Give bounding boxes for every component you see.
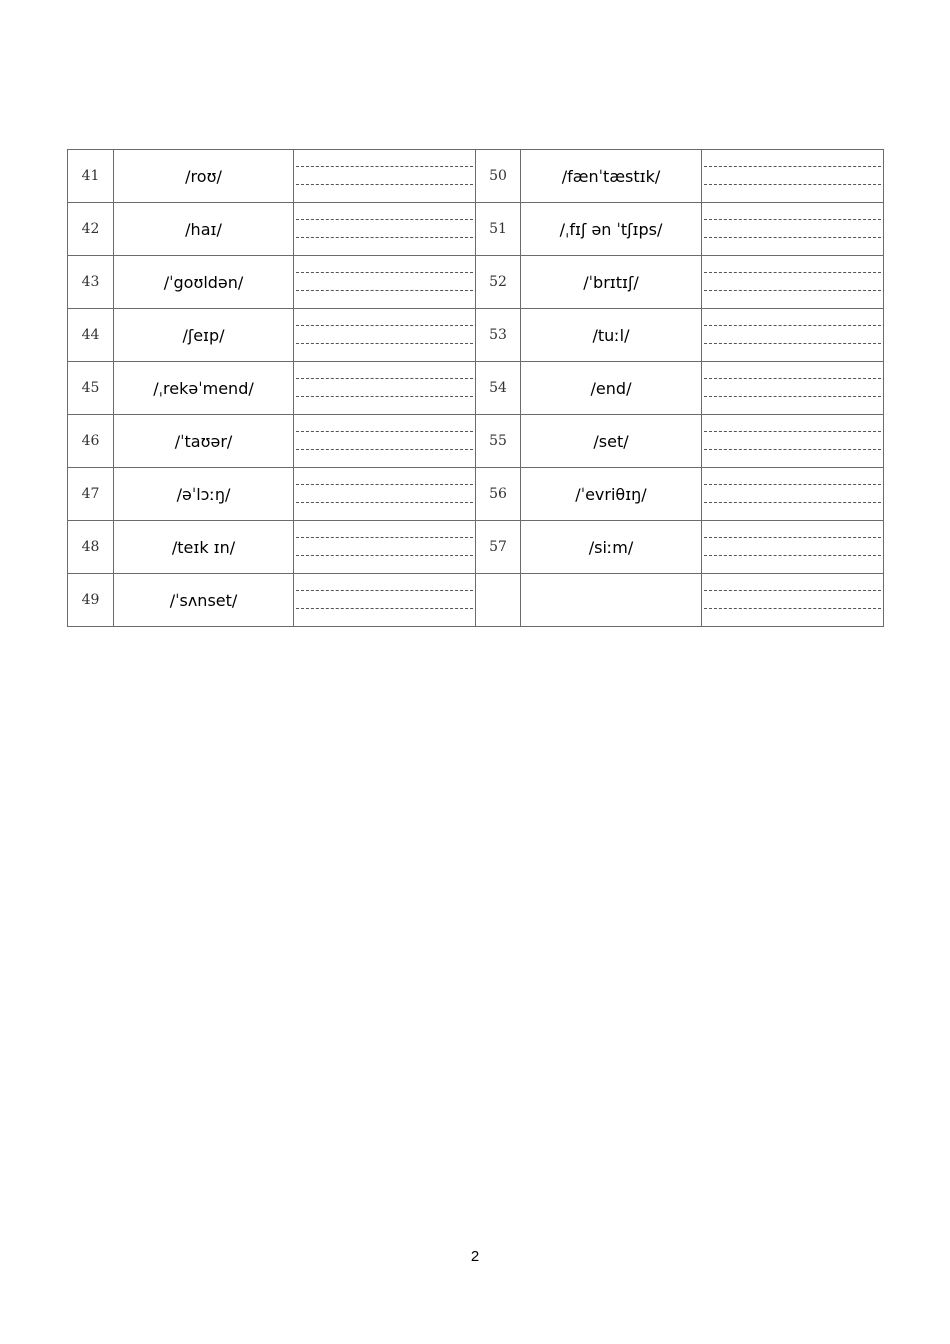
dashed-guide-line bbox=[704, 502, 881, 503]
dashed-guide-line bbox=[296, 219, 473, 220]
dashed-guide-line bbox=[296, 184, 473, 185]
dashed-guide-line bbox=[296, 449, 473, 450]
item-number: 45 bbox=[68, 362, 114, 415]
phonetic-transcription: /ˌrekəˈmend/ bbox=[114, 362, 294, 415]
dashed-guide-line bbox=[704, 431, 881, 432]
table-row bbox=[68, 415, 884, 468]
dashed-guide-line bbox=[296, 502, 473, 503]
item-number: 51 bbox=[476, 203, 521, 256]
dashed-guide-line bbox=[296, 590, 473, 591]
phonetic-transcription: /tuːl/ bbox=[521, 309, 702, 362]
table-row bbox=[68, 574, 884, 627]
item-number: 44 bbox=[68, 309, 114, 362]
phonetic-transcription: /ˈtaʊər/ bbox=[114, 415, 294, 468]
dashed-guide-line bbox=[296, 166, 473, 167]
answer-writing-area[interactable] bbox=[294, 574, 476, 627]
item-number: 43 bbox=[68, 256, 114, 309]
dashed-guide-line bbox=[704, 272, 881, 273]
item-number: 56 bbox=[476, 468, 521, 521]
item-number: 47 bbox=[68, 468, 114, 521]
dashed-guide-line bbox=[704, 449, 881, 450]
dashed-guide-line bbox=[704, 290, 881, 291]
item-number: 57 bbox=[476, 521, 521, 574]
dashed-guide-line bbox=[704, 343, 881, 344]
table-row bbox=[68, 468, 884, 521]
phonetic-transcription: /ˈsʌnset/ bbox=[114, 574, 294, 627]
answer-writing-area[interactable] bbox=[702, 468, 884, 521]
answer-writing-area[interactable] bbox=[294, 468, 476, 521]
dashed-guide-line bbox=[704, 325, 881, 326]
item-number: 52 bbox=[476, 256, 521, 309]
dashed-guide-line bbox=[296, 555, 473, 556]
answer-writing-area[interactable] bbox=[702, 362, 884, 415]
phonetic-transcription: /haɪ/ bbox=[114, 203, 294, 256]
answer-writing-area[interactable] bbox=[294, 362, 476, 415]
table-body bbox=[68, 150, 884, 627]
item-number: 49 bbox=[68, 574, 114, 627]
dashed-guide-line bbox=[704, 590, 881, 591]
dashed-guide-line bbox=[296, 325, 473, 326]
answer-writing-area[interactable] bbox=[294, 150, 476, 203]
table-row bbox=[68, 203, 884, 256]
item-number: 41 bbox=[68, 150, 114, 203]
phonetic-transcription: /ˌfɪʃ ən ˈtʃɪps/ bbox=[521, 203, 702, 256]
dashed-guide-line bbox=[704, 219, 881, 220]
phonetic-transcription bbox=[521, 574, 702, 627]
answer-writing-area[interactable] bbox=[702, 521, 884, 574]
table-row bbox=[68, 521, 884, 574]
answer-writing-area[interactable] bbox=[294, 521, 476, 574]
dashed-guide-line bbox=[296, 537, 473, 538]
item-number bbox=[476, 574, 521, 627]
phonetic-transcription: /ˈevriθɪŋ/ bbox=[521, 468, 702, 521]
dashed-guide-line bbox=[296, 608, 473, 609]
dashed-guide-line bbox=[704, 166, 881, 167]
dashed-guide-line bbox=[704, 396, 881, 397]
item-number: 42 bbox=[68, 203, 114, 256]
item-number: 55 bbox=[476, 415, 521, 468]
dashed-guide-line bbox=[296, 343, 473, 344]
answer-writing-area[interactable] bbox=[702, 309, 884, 362]
item-number: 53 bbox=[476, 309, 521, 362]
phonetic-transcription: /end/ bbox=[521, 362, 702, 415]
page-number: 2 bbox=[470, 1248, 480, 1265]
table-row bbox=[68, 309, 884, 362]
phonetic-transcription: /fænˈtæstɪk/ bbox=[521, 150, 702, 203]
dashed-guide-line bbox=[296, 237, 473, 238]
answer-writing-area[interactable] bbox=[702, 574, 884, 627]
dashed-guide-line bbox=[704, 378, 881, 379]
phonetic-transcription: /set/ bbox=[521, 415, 702, 468]
item-number: 46 bbox=[68, 415, 114, 468]
dashed-guide-line bbox=[296, 431, 473, 432]
phonetic-transcription: /ˈbrɪtɪʃ/ bbox=[521, 256, 702, 309]
answer-writing-area[interactable] bbox=[294, 203, 476, 256]
phonetic-transcription: /ˈgoʊldən/ bbox=[114, 256, 294, 309]
answer-writing-area[interactable] bbox=[294, 309, 476, 362]
dashed-guide-line bbox=[704, 608, 881, 609]
dashed-guide-line bbox=[296, 378, 473, 379]
dashed-guide-line bbox=[296, 272, 473, 273]
phonetic-transcription: /əˈlɔːŋ/ bbox=[114, 468, 294, 521]
phonetic-transcription: /ʃeɪp/ bbox=[114, 309, 294, 362]
dashed-guide-line bbox=[704, 555, 881, 556]
dashed-guide-line bbox=[296, 396, 473, 397]
item-number: 54 bbox=[476, 362, 521, 415]
dashed-guide-line bbox=[704, 184, 881, 185]
answer-writing-area[interactable] bbox=[294, 256, 476, 309]
answer-writing-area[interactable] bbox=[702, 203, 884, 256]
answer-writing-area[interactable] bbox=[702, 415, 884, 468]
phonetic-transcription: /teɪk ɪn/ bbox=[114, 521, 294, 574]
item-number: 50 bbox=[476, 150, 521, 203]
dashed-guide-line bbox=[704, 537, 881, 538]
answer-writing-area[interactable] bbox=[702, 150, 884, 203]
dashed-guide-line bbox=[296, 484, 473, 485]
phonetic-transcription-table bbox=[67, 149, 884, 627]
dashed-guide-line bbox=[704, 484, 881, 485]
answer-writing-area[interactable] bbox=[294, 415, 476, 468]
table-row bbox=[68, 256, 884, 309]
dashed-guide-line bbox=[296, 290, 473, 291]
dashed-guide-line bbox=[704, 237, 881, 238]
answer-writing-area[interactable] bbox=[702, 256, 884, 309]
phonetic-transcription: /roʊ/ bbox=[114, 150, 294, 203]
table-row bbox=[68, 150, 884, 203]
item-number: 48 bbox=[68, 521, 114, 574]
table-row bbox=[68, 362, 884, 415]
phonetic-transcription: /siːm/ bbox=[521, 521, 702, 574]
